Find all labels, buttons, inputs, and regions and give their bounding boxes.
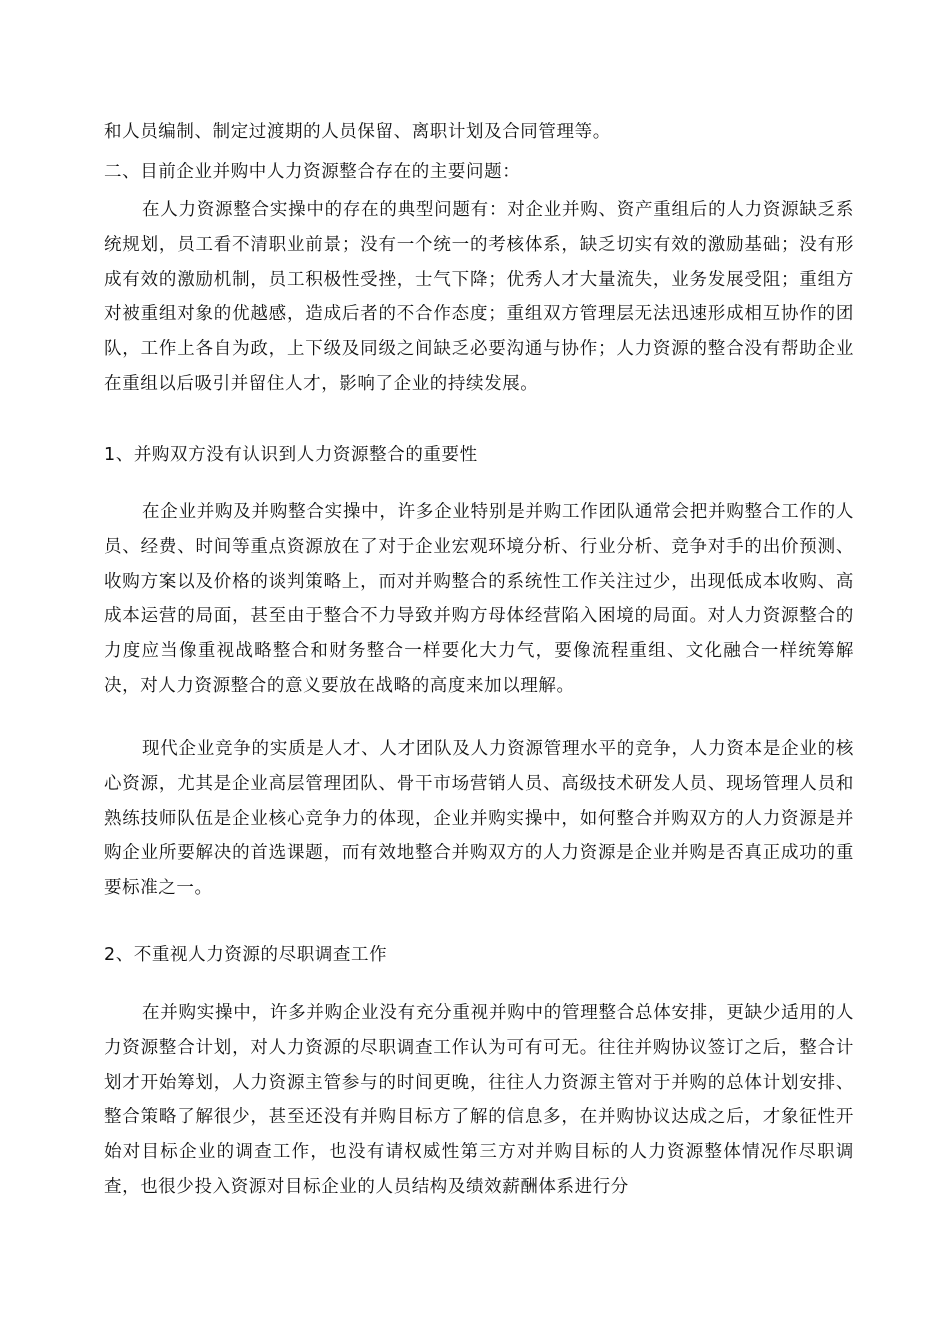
subsection-heading-2: 2、不重视人力资源的尽职调查工作 [104,945,388,965]
section-heading: 二、目前企业并购中人力资源整合存在的主要问题： [104,162,521,182]
item1-paragraph-b: 现代企业竞争的实质是人才、人才团队及人力资源管理水平的竞争，人力资本是企业的核心资源，尤其是企业高层管理团队、骨干市场营销人员、高级技术研发人员、现场管理人员和熟练技师队伍是企业核心竞争力的体现，企业并购实操中，如何整合并购双方的人力资源是并购企业所要解决的首选课题，而有效地整合并购双方的人力资源是企业并购是否真正成功的重要标准之一。 [104,739,854,899]
item2-paragraph: 在并购实操中，许多并购企业没有充分重视并购中的管理整合总体安排，更缺少适用的人力资源整合计划，对人力资源的尽职调查工作认为可有可无。往往并购协议签订之后，整合计划才开始筹划，人力资源主管参与的时间更晚，往往人力资源主管对于并购的总体计划安排、整合策略了解很少，甚至还没有并购目标方了解的信息多，在并购协议达成之后，才象征性开始对目标企业的调查工作，也没有请权威性第三方对并购目标的人力资源整体情况作尽职调查，也很少投入资源对目标企业的人员结构及绩效薪酬体系进行分 [104,1003,854,1197]
problems-paragraph: 在人力资源整合实操中的存在的典型问题有：对企业并购、资产重组后的人力资源缺乏系统规划，员工看不清职业前景；没有一个统一的考核体系，缺乏切实有效的激励基础；没有形成有效的激励机制，员工积极性受挫，士气下降；优秀人才大量流失，业务发展受阻；重组方对被重组对象的优越感，造成后者的不合作态度；重组双方管理层无法迅速形成相互协作的团队，工作上各自为政，上下级及同级之间缺乏必要沟通与协作；人力资源的整合没有帮助企业在重组以后吸引并留住人才，影响了企业的持续发展。 [104,200,854,394]
intro-paragraph: 和人员编制、制定过渡期的人员保留、离职计划及合同管理等。 [104,122,611,142]
item1-paragraph-a: 在企业并购及并购整合实操中，许多企业特别是并购工作团队通常会把并购整合工作的人员、经费、时间等重点资源放在了对于企业宏观环境分析、行业分析、竞争对手的出价预测、收购方案以及价格的谈判策略上，而对并购整合的系统性工作关注过少，出现低成本收购、高成本运营的局面，甚至由于整合不力导致并购方母体经营陷入困境的局面。对人力资源整合的力度应当像重视战略整合和财务整合一样要化大力气，要像流程重组、文化融合一样统筹解决，对人力资源整合的意义要放在战略的高度来加以理解。 [104,502,854,696]
subsection-heading-1: 1、并购双方没有认识到人力资源整合的重要性 [104,445,478,465]
